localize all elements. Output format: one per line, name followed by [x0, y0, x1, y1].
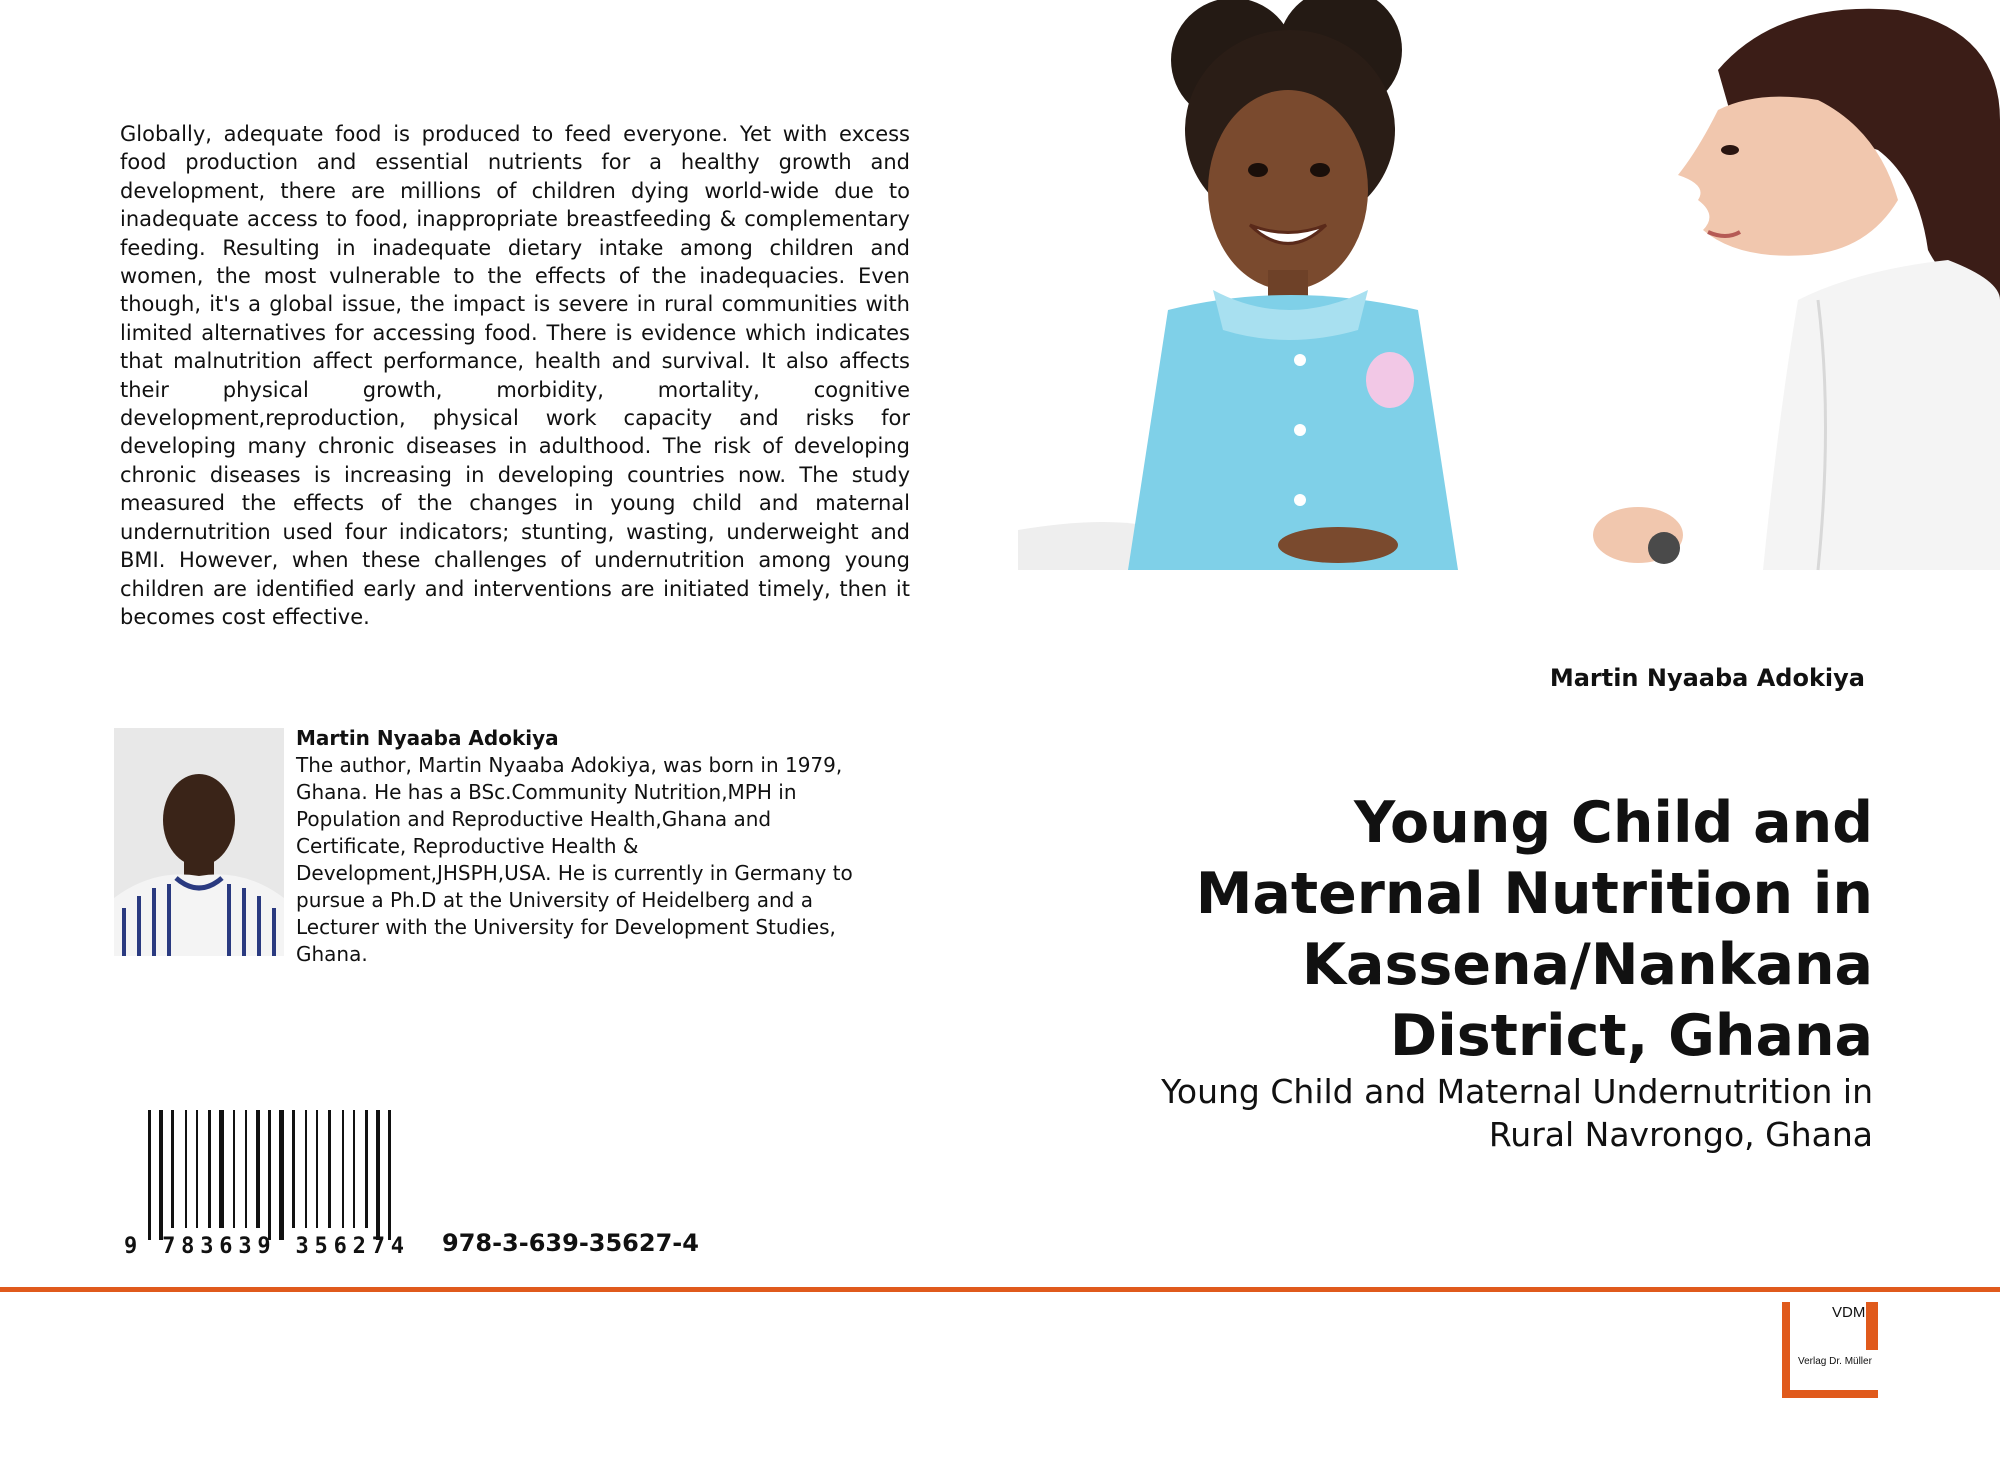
book-subtitle: Young Child and Maternal Undernutrition in Rural Navrongo, Ghana — [1161, 1072, 1873, 1154]
book-title: Young Child and Maternal Nutrition in Kassena/Nankana District, Ghana — [1195, 790, 1873, 1069]
front-author: Martin Nyaaba Adokiya — [1549, 664, 1865, 692]
logo-verlag-text: Verlag Dr. Müller — [1798, 1356, 1872, 1367]
barcode-digits: 9 783639 356274 — [124, 1234, 404, 1259]
isbn-number: 978-3-639-35627-4 — [442, 1229, 699, 1257]
author-bio-name: Martin Nyaaba Adokiya — [296, 726, 559, 750]
logo-accent — [1866, 1302, 1878, 1350]
orange-divider — [0, 1287, 2000, 1292]
author-bio-text: The author, Martin Nyaaba Adokiya, was born in 1979, Ghana. He has a BSc.Community Nutrition,MPH in Population and Reproductive Health,Ghana and Certificate, Reproductive Health & Development,JHSPH,USA. He is currently in Germany to pursue a Ph.D at the University of Heidelberg and a Lecturer with the University for Development Studies, Ghana. — [296, 753, 853, 966]
publisher-logo — [1782, 1302, 1878, 1398]
back-cover-blurb: Globally, adequate food is produced to feed everyone. Yet with excess food production and essential nutrients for a healthy growth and development, there are millions of children dying world-wide due to inadequate access to food, inappropriate breastfeeding & complementary feeding. Resulting in inadequate dietary intake among children and women, the most vulnerable to the effects of the inadequacies. Even though, it's a global issue, the impact is severe in rural communities with limited alternatives for accessing food. There is evidence which indicates that malnutrition affect performance, health and survival. It also affects their physical growth, morbidity, mortality, cognitive development,reproduction, physical work capacity and risks for developing many chronic diseases in adulthood. The risk of developing chronic diseases is increasing in developing countries now. The study measured the effects of the changes in young child and maternal undernutrition used four indicators; stunting, wasting, underweight and BMI. However, when these challenges of undernutrition among young children are identified early and interventions are initiated timely, then it becomes cost effective. — [120, 122, 910, 629]
logo-vdm-text: VDM — [1832, 1304, 1866, 1321]
isbn-barcode — [124, 1110, 420, 1270]
cover-photo — [1018, 0, 2000, 570]
author-photo — [114, 728, 284, 956]
author-bio-block — [296, 725, 876, 968]
